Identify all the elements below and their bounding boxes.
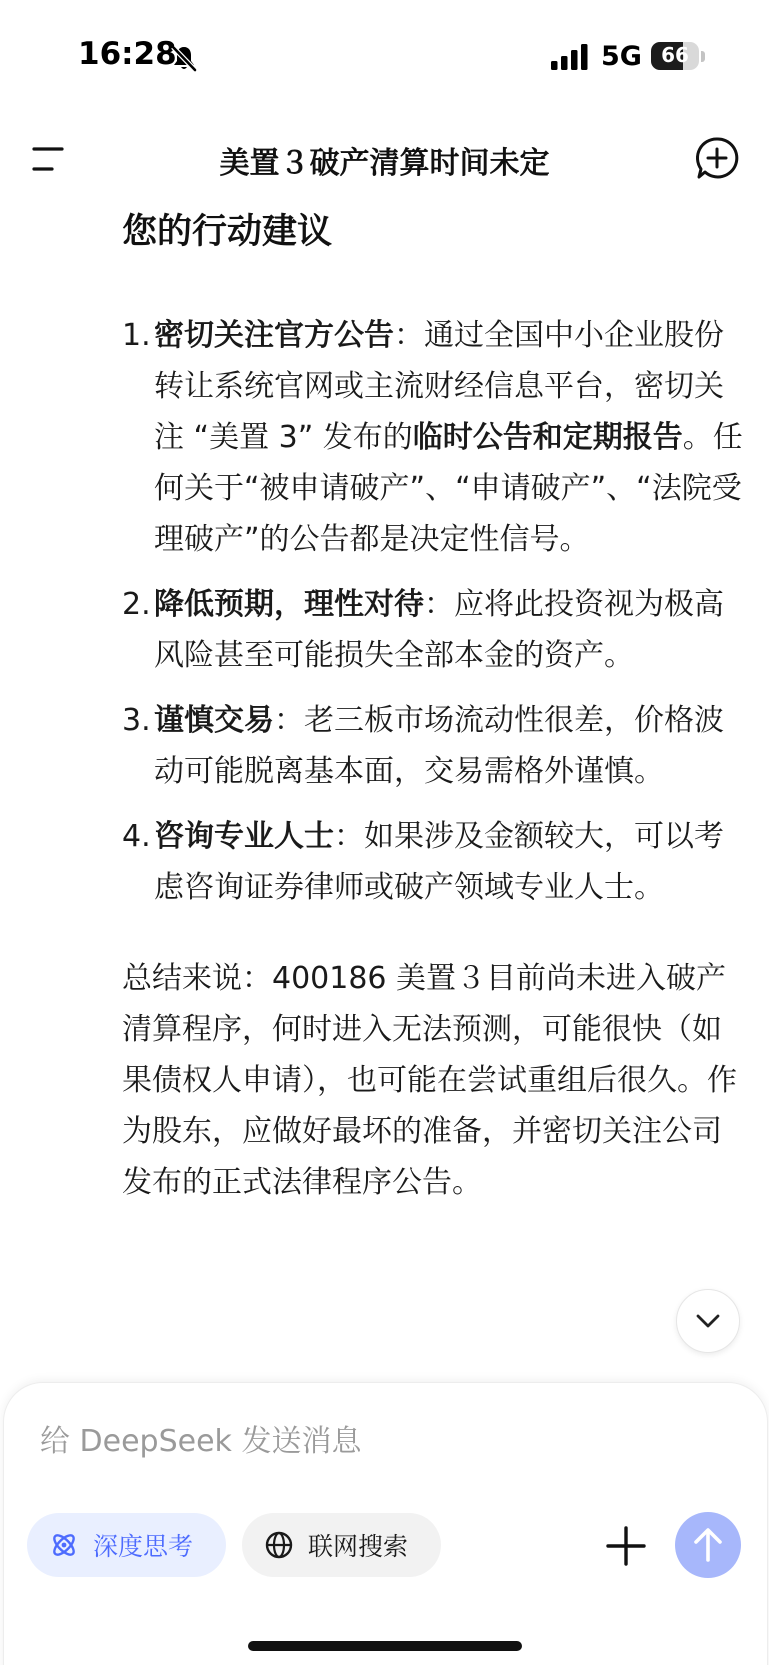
bell-slash-icon: [170, 44, 198, 72]
menu-icon[interactable]: [32, 144, 72, 174]
item-colon: ：: [334, 819, 364, 854]
chevron-down-icon: [695, 1313, 721, 1329]
item-highlight: 临时公告和定期报告: [412, 420, 683, 455]
item-text: 应将此投资视为极高风险甚至可能损失全部本金的资产。: [154, 587, 724, 673]
web-search-label: 联网搜索: [308, 1532, 409, 1561]
item-colon: ：: [274, 703, 304, 738]
action-list: [122, 310, 747, 913]
item-number: 1.: [122, 318, 151, 353]
summary-paragraph: 总结来说：400186 美置３目前尚未进入破产清算程序，何时进入无法预测，可能很快（如果债权人申请），也可能在尝试重组后很久。作为股东，应做好最坏的准备，并密切关注公司发布的正式法律程序公告。: [122, 961, 737, 1200]
battery-icon: [651, 42, 699, 70]
action-item-4: [122, 811, 747, 913]
web-search-button[interactable]: [242, 1513, 441, 1577]
item-number: 3.: [122, 703, 151, 738]
action-item-2: [122, 579, 747, 681]
scroll-down-button[interactable]: [676, 1289, 740, 1353]
item-text: 老三板市场流动性很差，价格波动可能脱离基本面，交易需格外谨慎。: [154, 703, 724, 789]
plus-icon[interactable]: [604, 1524, 648, 1568]
home-indicator: [248, 1641, 522, 1651]
item-title: 谨慎交易: [154, 703, 274, 738]
item-text-tail: 。任何关于“被申请破产”、“申请破产”、“法院受理破产”的公告都是决定性信号。: [154, 420, 743, 557]
new-chat-icon[interactable]: [695, 136, 739, 182]
item-title: 降低预期，理性对待: [154, 587, 424, 622]
item-colon: ：: [424, 587, 454, 622]
content-fade: [0, 1290, 769, 1380]
globe-icon: [264, 1530, 294, 1560]
atom-icon: [49, 1530, 79, 1560]
deep-think-button[interactable]: [27, 1513, 226, 1577]
network-label: 5G: [601, 41, 642, 72]
action-item-3: [122, 695, 747, 797]
battery-tip: [701, 51, 705, 62]
battery-percent: 66: [661, 43, 689, 67]
send-button[interactable]: [675, 1512, 741, 1578]
item-number: 4.: [122, 819, 151, 854]
message-input[interactable]: [38, 1418, 602, 1464]
deep-think-label: 深度思考: [93, 1532, 194, 1561]
item-colon: ：: [394, 318, 424, 353]
status-time: 16:28: [78, 36, 177, 72]
item-title: 密切关注官方公告: [154, 318, 394, 353]
signal-icon: [551, 44, 589, 70]
item-title: 咨询专业人士: [154, 819, 334, 854]
item-text: 如果涉及金额较大，可以考虑咨询证券律师或破产领域专业人士。: [154, 819, 724, 905]
arrow-up-icon: [692, 1527, 724, 1563]
item-number: 2.: [122, 587, 151, 622]
action-item-1: [122, 310, 747, 565]
chat-title: 美置３破产清算时间未定: [219, 146, 550, 181]
message-content: [122, 206, 747, 1238]
item-text: 通过全国中小企业股份转让系统官网或主流财经信息平台，密切关注 “美置 3” 发布的: [154, 318, 724, 455]
section-heading: 您的行动建议: [122, 212, 333, 252]
